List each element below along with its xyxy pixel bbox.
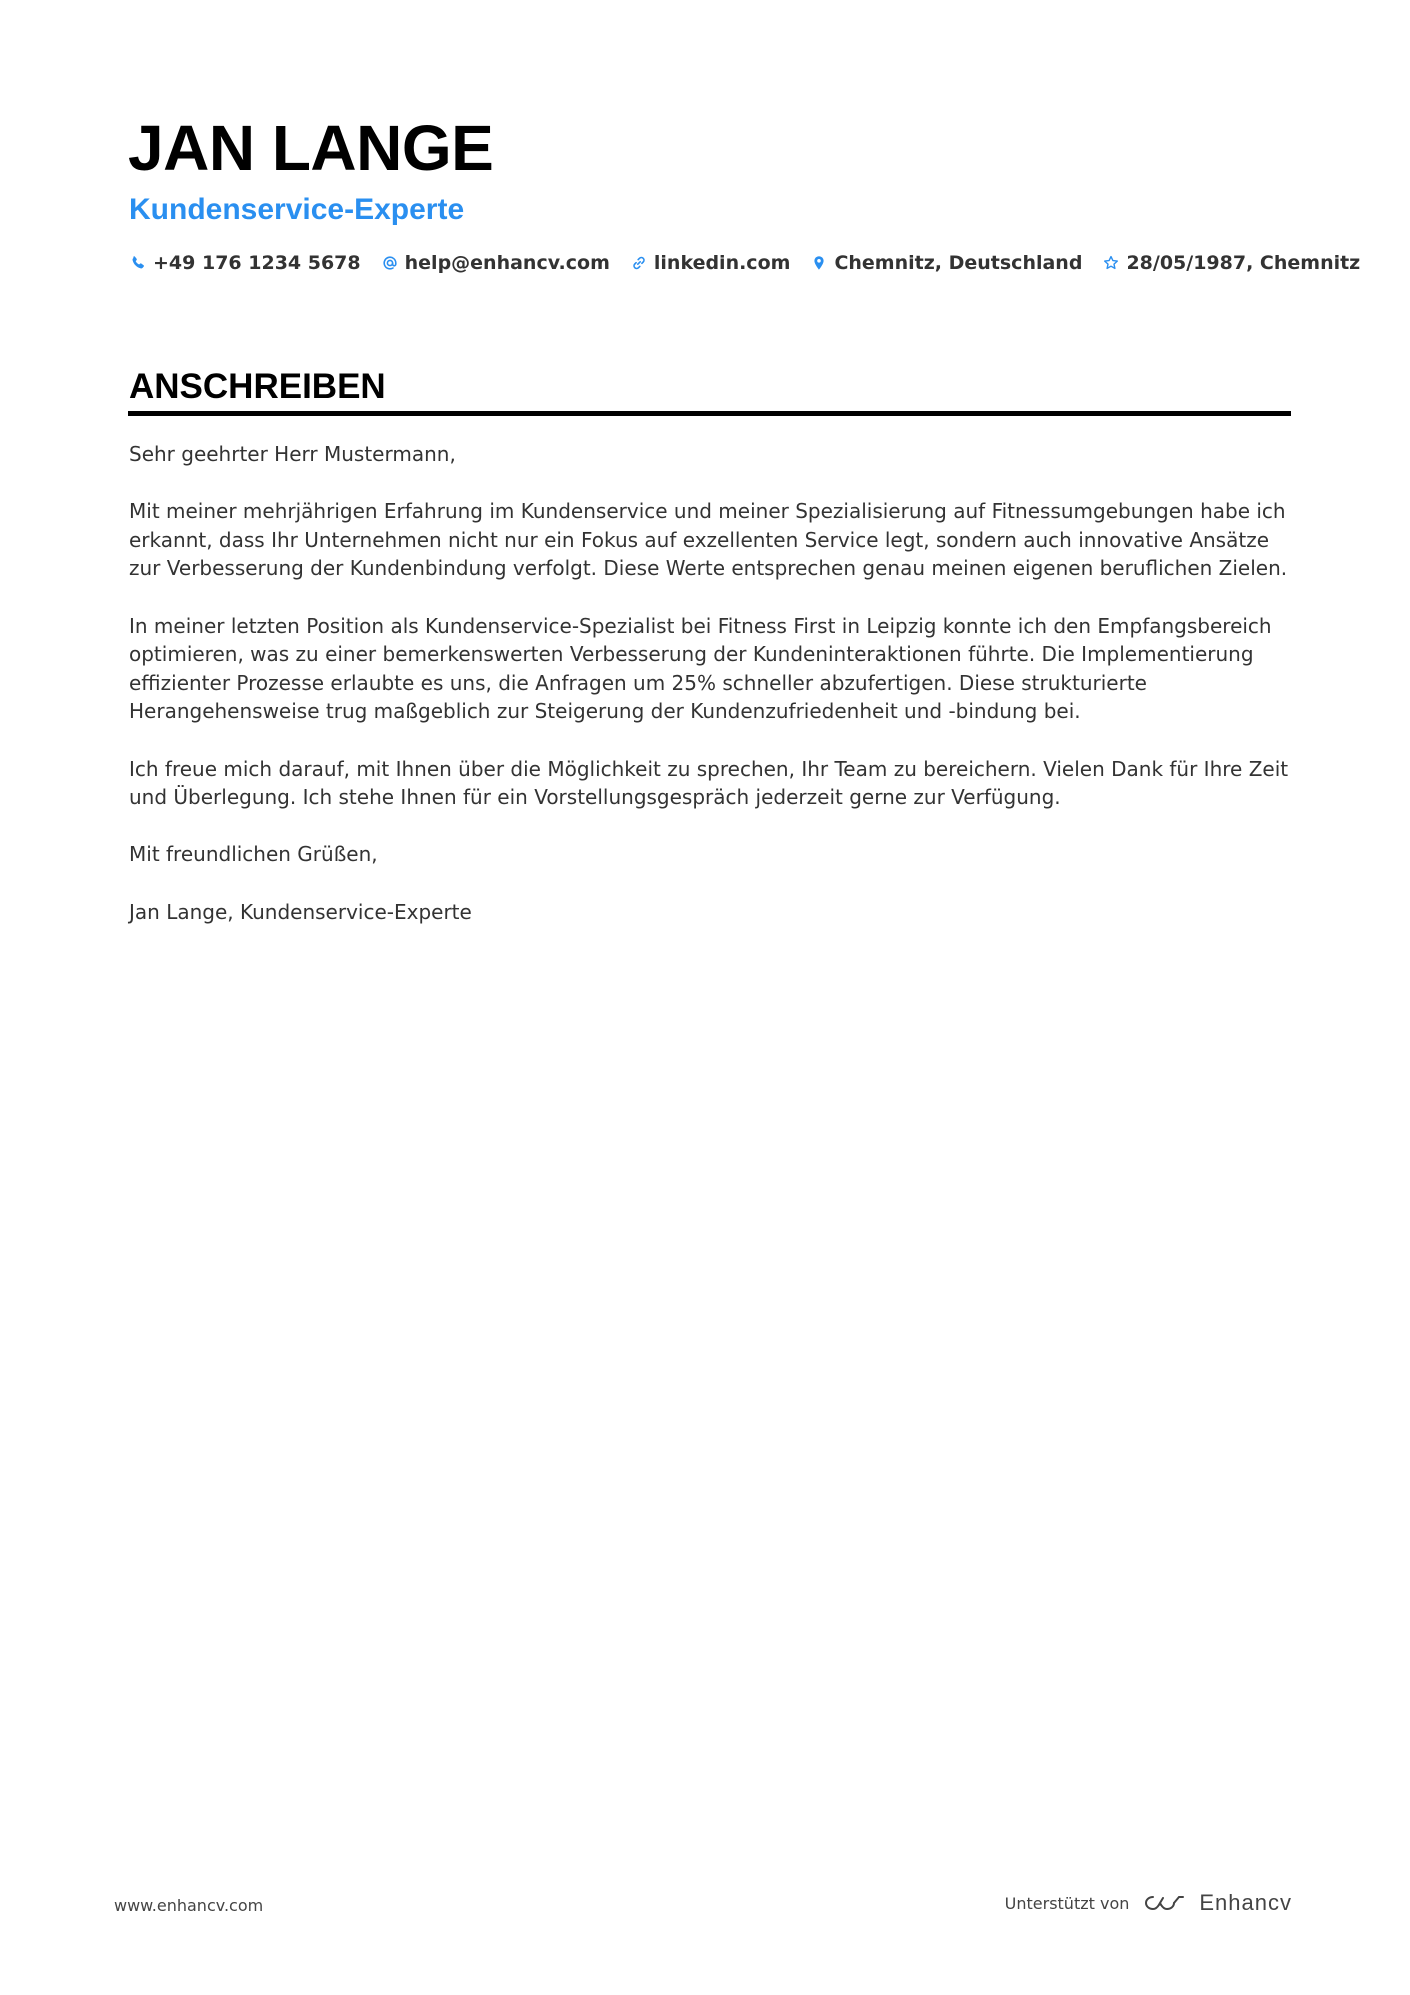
section-divider bbox=[128, 411, 1291, 416]
contact-linkedin-text: linkedin.com bbox=[653, 252, 791, 274]
contact-location-text: Chemnitz, Deutschland bbox=[834, 252, 1083, 274]
letter-paragraph: Ich freue mich darauf, mit Ihnen über die Möglichkeit zu sprechen, Ihr Team zu bereichern. Vielen Dank für Ihre Zeit und Überlegung. Ich stehe Ihnen für ein Vorstellungsgespräch jederzeit gerne zur Verfügung. bbox=[129, 756, 1289, 810]
contact-phone-text: +49 176 1234 5678 bbox=[153, 252, 361, 274]
letter-body bbox=[129, 440, 1294, 955]
letter-salutation: Sehr geehrter Herr Mustermann, bbox=[129, 442, 456, 466]
letter-paragraph: In meiner letzten Position als Kundenservice-Spezialist bei Fitness First in Leipzig konnte ich den Empfangsbereich optimieren, was zu einer bemerkenswerten Verbesserung der Kundeninteraktionen führte. Die Implementierung effizienter Prozesse erlaubte es uns, die Anfragen um 25% schneller abzufertigen. Diese strukturierte Herangehensweise trug maßgeblich zur Steigerung der Kundenzufriedenheit und -bindung bei. bbox=[129, 613, 1272, 724]
enhancv-logo-icon bbox=[1141, 1891, 1187, 1915]
contact-email[interactable] bbox=[381, 252, 610, 274]
section-title: ANSCHREIBEN bbox=[129, 367, 386, 406]
candidate-name: JAN LANGE bbox=[128, 112, 494, 184]
at-icon bbox=[381, 254, 399, 272]
letter-paragraph: Mit meiner mehrjährigen Erfahrung im Kundenservice und meiner Spezialisierung auf Fitnessumgebungen habe ich erkannt, dass Ihr Unternehmen nicht nur ein Fokus auf exzellenten Service legt, sondern auch innovative Ansätze zur Verbesserung der Kundenbindung verfolgt. Diese Werte entsprechen genau meinen eigenen beruflichen Zielen. bbox=[129, 499, 1288, 581]
footer-url[interactable]: www.enhancv.com bbox=[114, 1896, 264, 1915]
location-pin-icon bbox=[810, 254, 828, 272]
contact-email-text: help@enhancv.com bbox=[404, 252, 610, 274]
phone-icon bbox=[129, 254, 147, 272]
star-icon bbox=[1102, 254, 1120, 272]
contact-location bbox=[810, 252, 1082, 274]
brand-name: Enhancv bbox=[1199, 1890, 1292, 1915]
contact-linkedin[interactable] bbox=[630, 252, 791, 274]
link-icon bbox=[630, 254, 648, 272]
powered-by bbox=[1005, 1890, 1292, 1916]
powered-by-label: Unterstützt von bbox=[1004, 1893, 1130, 1913]
candidate-role: Kundenservice-Experte bbox=[129, 193, 465, 226]
letter-signature: Jan Lange, Kundenservice-Experte bbox=[129, 899, 472, 924]
contact-birth bbox=[1102, 252, 1360, 274]
letter-closing: Mit freundlichen Grüßen, bbox=[129, 842, 378, 867]
contact-birth-text: 28/05/1987, Chemnitz bbox=[1126, 252, 1361, 274]
contact-phone[interactable] bbox=[129, 252, 361, 274]
contact-bar bbox=[129, 252, 1360, 274]
